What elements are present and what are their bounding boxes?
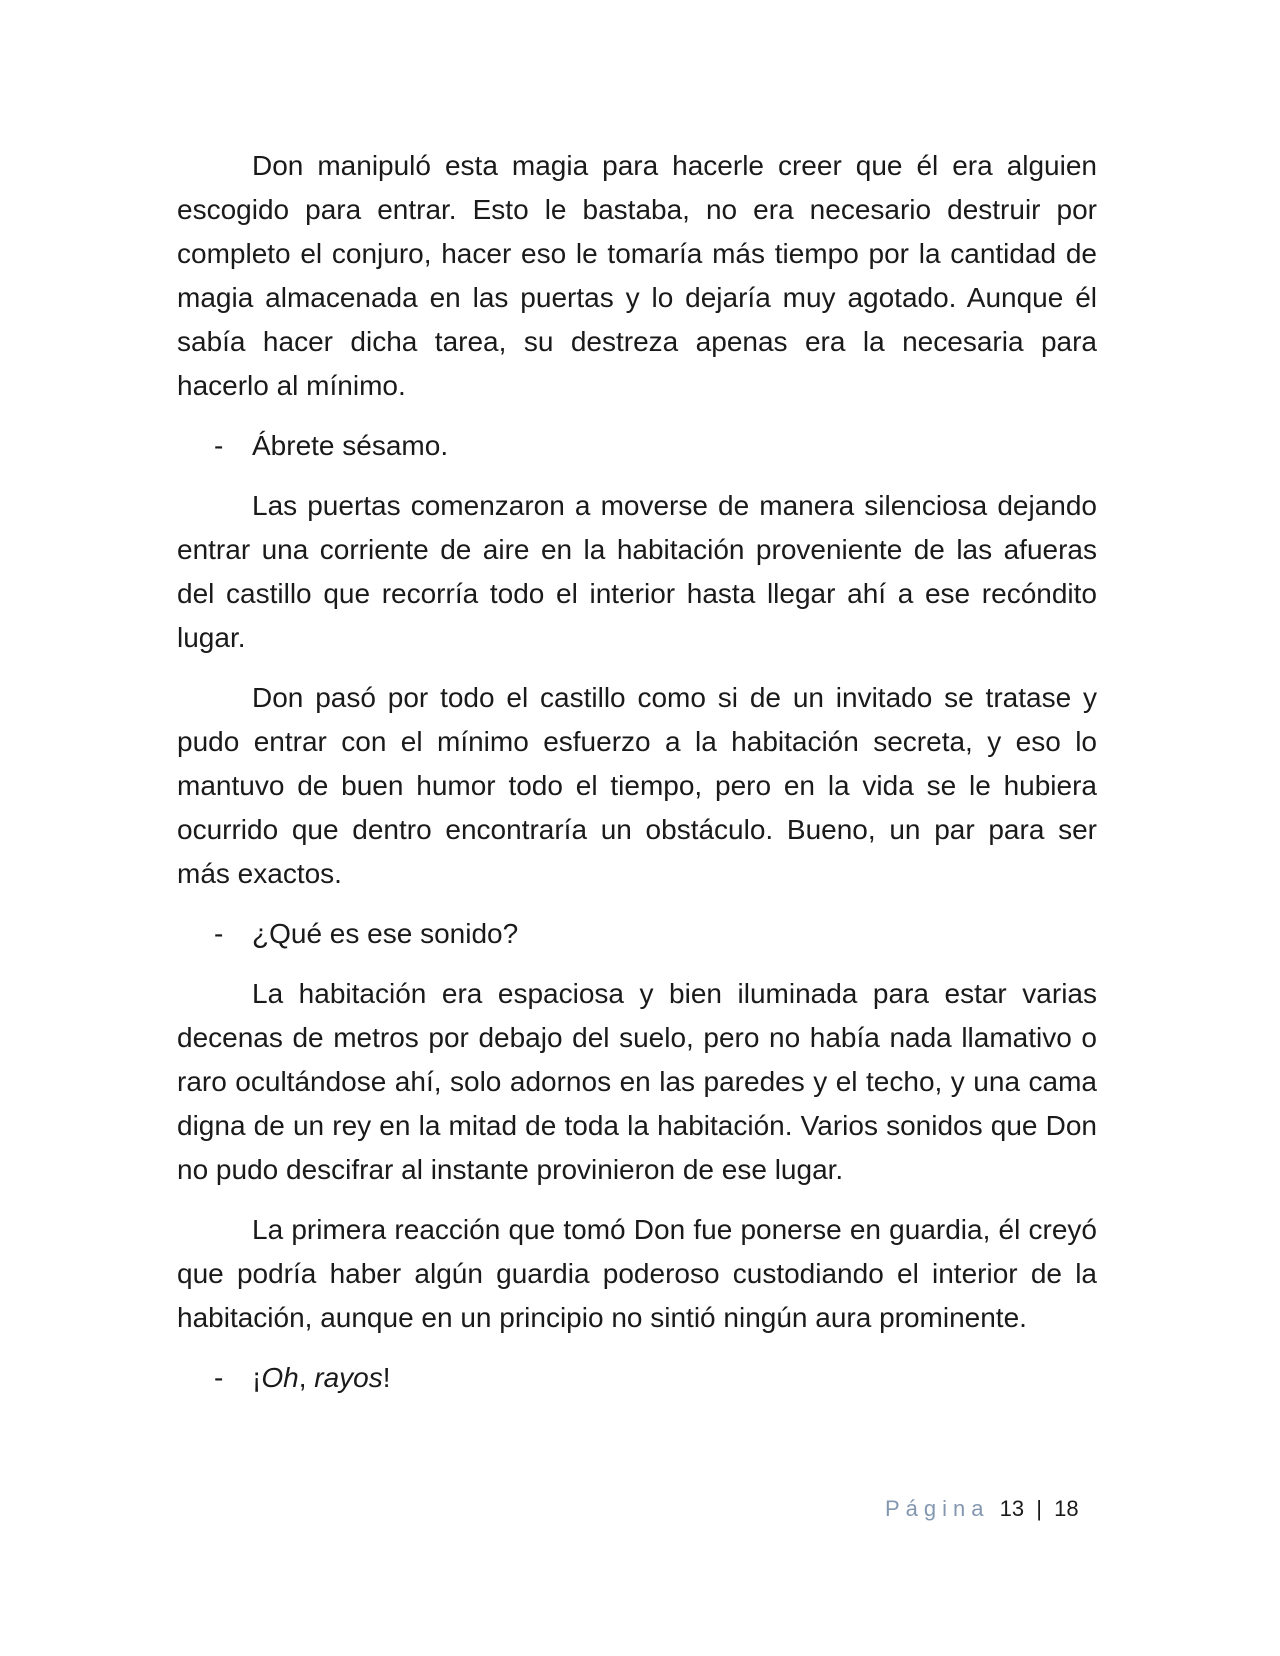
dialogue-text: ¿Qué es ese sonido?	[252, 918, 519, 949]
dialogue-line-2	[177, 912, 1097, 956]
dialogue-dash: -	[214, 918, 224, 949]
paragraph-4: La habitación era espaciosa y bien iluminada para estar varias decenas de metros por debajo del suelo, pero no había nada llamativo o raro ocultándose ahí, solo adornos en las paredes y el techo, y una cama digna de un rey en la mitad de toda la habitación. Varios sonidos que Don no pudo descifrar al instante provinieron de ese lugar.	[177, 978, 1097, 1185]
italic-word-oh: Oh	[261, 1362, 299, 1393]
dialogue-dash: -	[214, 1362, 224, 1393]
paragraph-1: Don manipuló esta magia para hacerle creer que él era alguien escogido para entrar. Esto le bastaba, no era necesario destruir por completo el conjuro, hacer eso le tomaría más tiempo por la cantidad de magia almacenada en las puertas y lo dejaría muy agotado. Aunque él sabía hacer dicha tarea, su destreza apenas era la necesaria para hacerlo al mínimo.	[177, 150, 1097, 401]
paragraph-2: Las puertas comenzaron a moverse de manera silenciosa dejando entrar una corriente de aire en la habitación proveniente de las afueras del castillo que recorría todo el interior hasta llegar ahí a ese recóndito lugar.	[177, 490, 1097, 653]
dialogue-line-1	[177, 424, 1097, 468]
body-text	[177, 144, 1097, 1416]
page-separator: |	[1036, 1496, 1042, 1521]
dialogue-text	[252, 1362, 391, 1393]
exclamation-close: !	[382, 1362, 391, 1393]
paragraph-3: Don pasó por todo el castillo como si de un invitado se tratase y pudo entrar con el mínimo esfuerzo a la habitación secreta, y eso lo mantuvo de buen humor todo el tiempo, pero en la vida se le hubiera ocurrido que dentro encontraría un obstáculo. Bueno, un par para ser más exactos.	[177, 682, 1097, 889]
page-footer	[885, 1494, 1079, 1524]
paragraph-5: La primera reacción que tomó Don fue ponerse en guardia, él creyó que podría haber algún guardia poderoso custodiando el interior de la habitación, aunque en un principio no sintió ningún aura prominente.	[177, 1214, 1097, 1333]
current-page-number: 13	[999, 1496, 1025, 1521]
exclamation-open: ¡	[252, 1362, 262, 1393]
dialogue-text: Ábrete sésamo.	[252, 430, 449, 461]
dialogue-line-3	[177, 1356, 1097, 1400]
total-pages: 18	[1054, 1496, 1079, 1521]
comma: ,	[298, 1362, 315, 1393]
page-label: Página	[885, 1496, 990, 1521]
dialogue-dash: -	[214, 430, 224, 461]
italic-word-rayos: rayos	[314, 1362, 383, 1393]
